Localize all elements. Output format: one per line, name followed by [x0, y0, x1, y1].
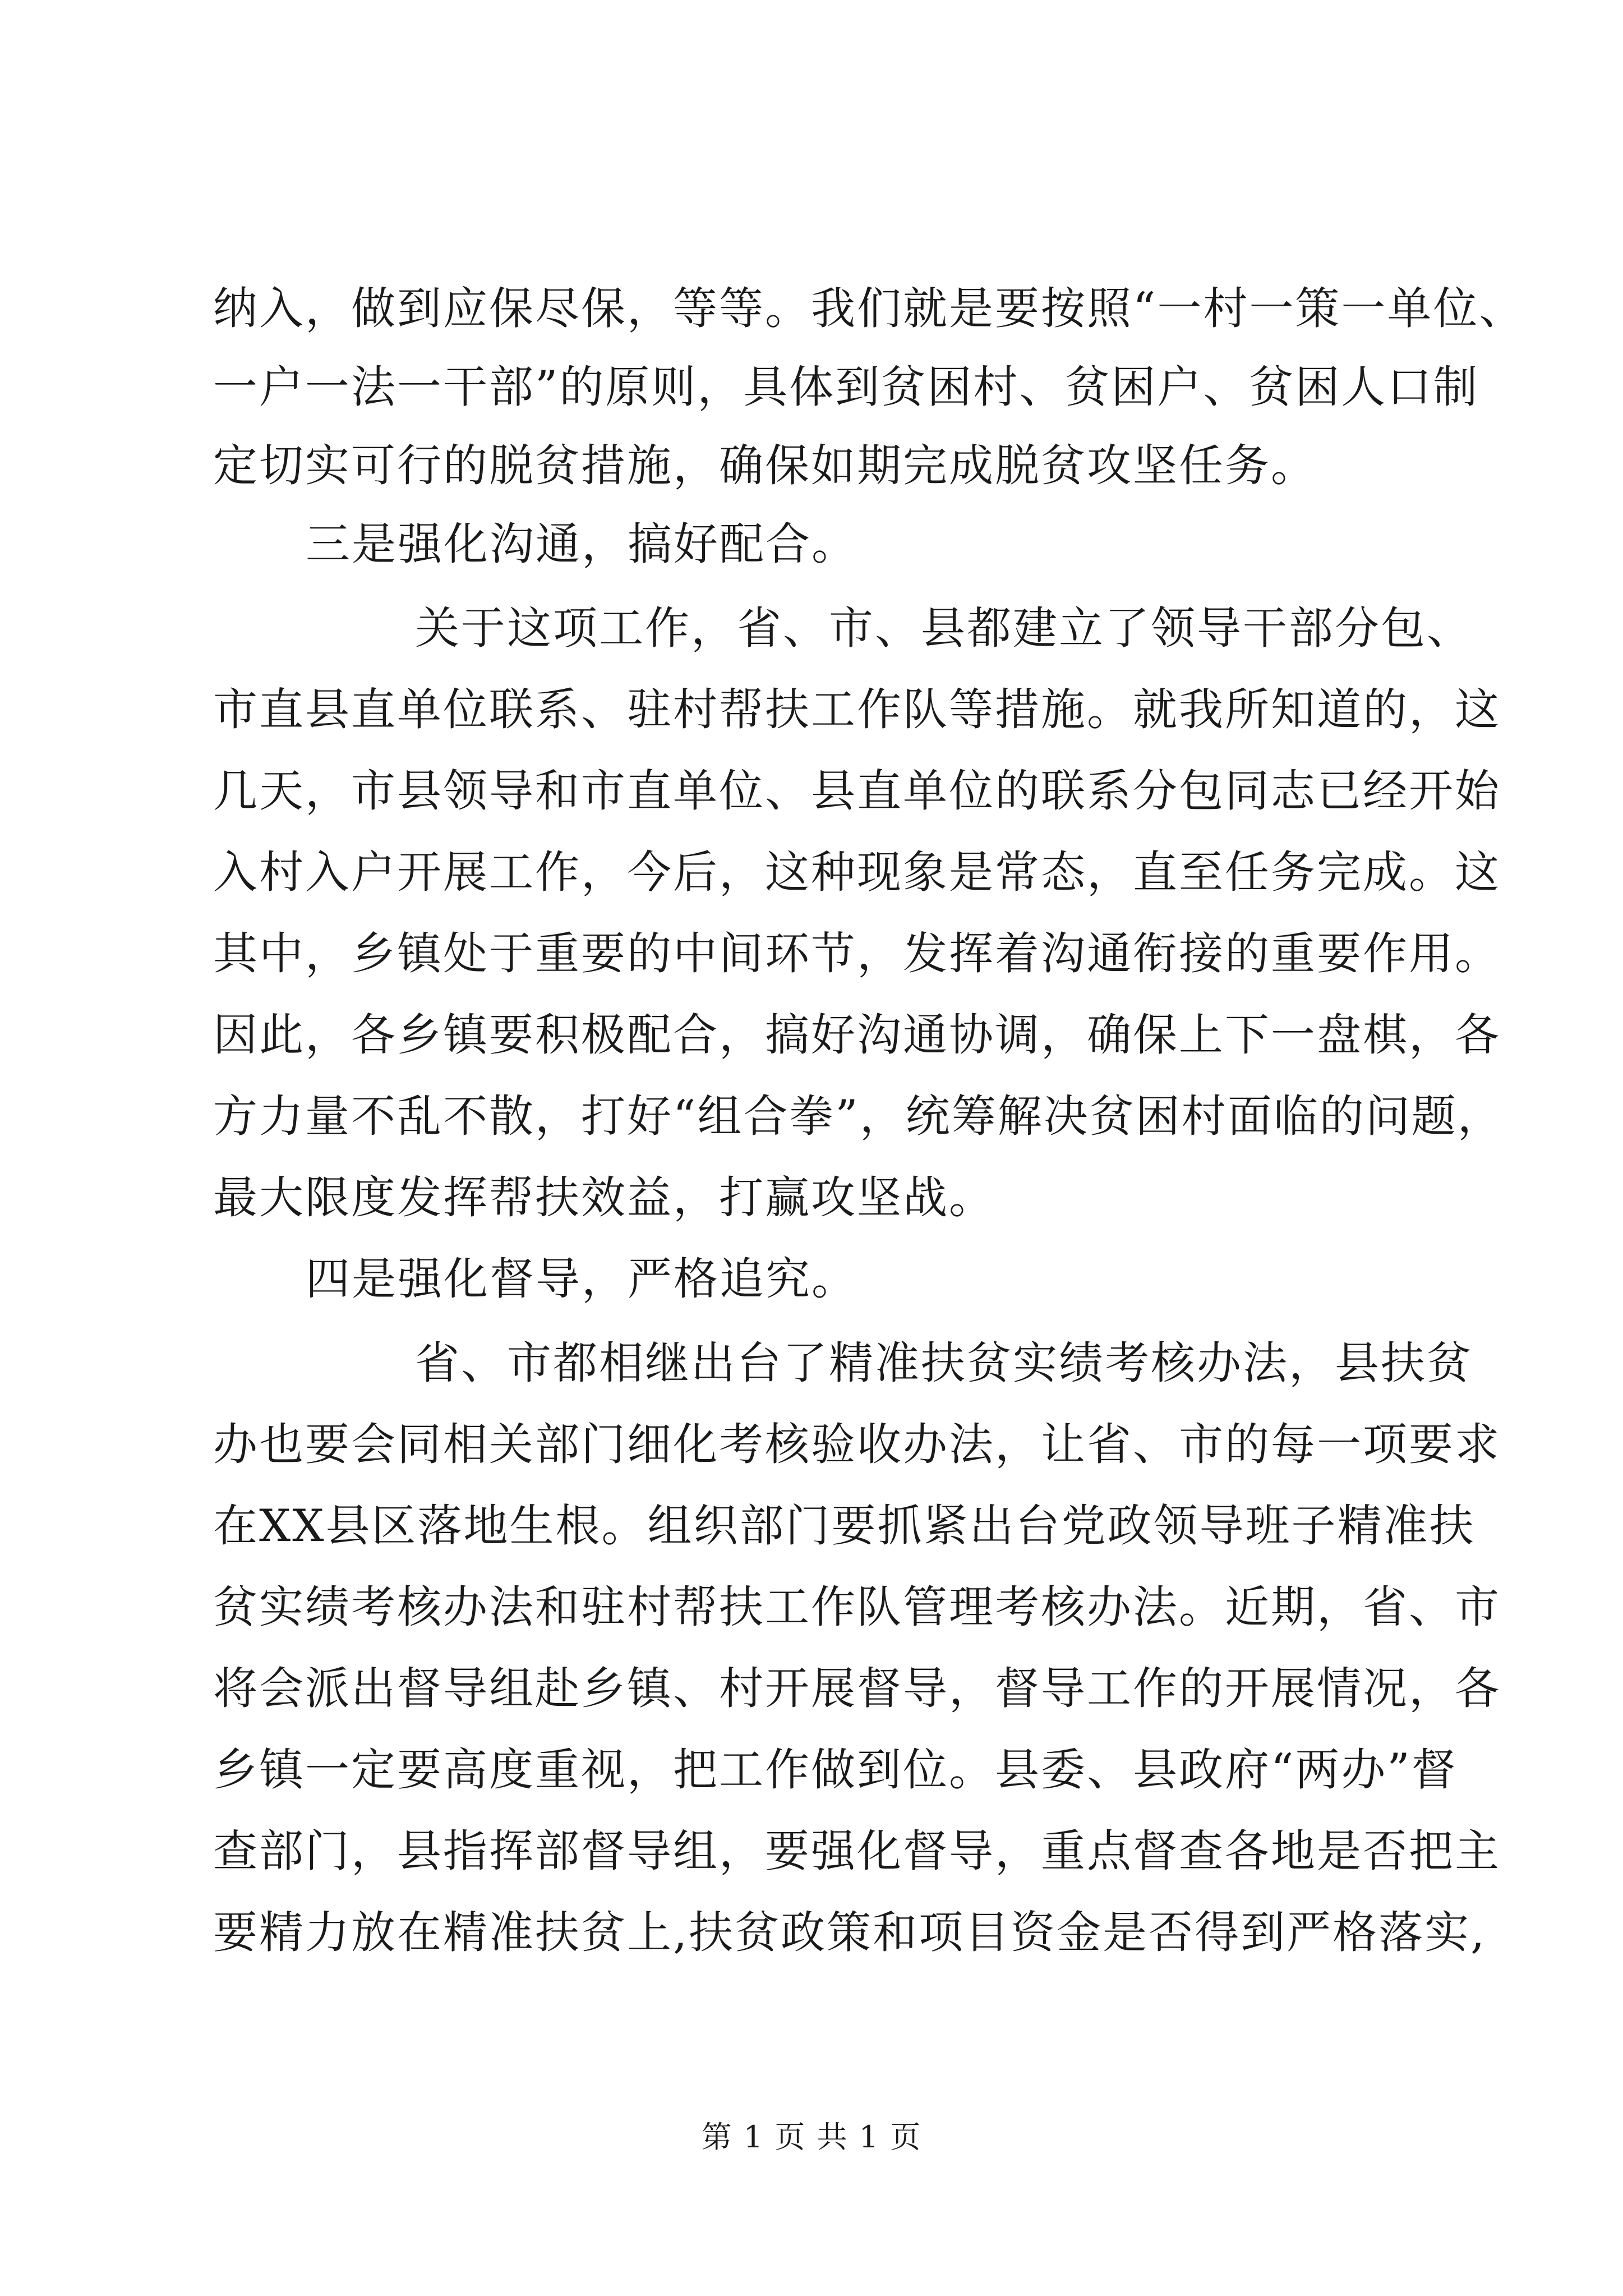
text-line-20: 查部门，县指挥部督导组，要强化督导，重点督查各地是否把主 [213, 1825, 1501, 1877]
text-line-6: 市直县直单位联系、驻村帮扶工作队等措施。就我所知道的，这 [213, 684, 1501, 735]
text-line-2: 一户一法一干部”的原则，具体到贫困村、贫困户、贫困人口制 [213, 361, 1479, 413]
text-line-1: 纳入，做到应保尽保，等等。我们就是要按照“一村一策一单位、 [213, 283, 1525, 334]
text-line-9: 其中，乡镇处于重要的中间环节，发挥着沟通衔接的重要作用。 [213, 928, 1501, 979]
page-footer: 第 1 页 共 1 页 [701, 2119, 922, 2155]
text-line-18: 将会派出督导组赴乡镇、村开展督导，督导工作的开展情况，各 [213, 1663, 1501, 1714]
text-line-7: 几天，市县领导和市直单位、县直单位的联系分包同志已经开始 [213, 765, 1501, 817]
text-line-12: 最大限度发挥帮扶效益，打赢攻坚战。 [213, 1172, 995, 1223]
text-line-11: 方力量不乱不散，打好“组合拳”，统筹解决贫困村面临的问题， [213, 1091, 1504, 1142]
section-heading-4: 四是强化督导，严格追究。 [306, 1253, 857, 1305]
text-line-3: 定切实可行的脱贫措施，确保如期完成脱贫攻坚任务。 [213, 440, 1317, 491]
text-line-21: 要精力放在精准扶贫上,扶贫政策和项目资金是否得到严格落实, [213, 1907, 1487, 1958]
text-line-19: 乡镇一定要高度重视，把工作做到位。县委、县政府“两办”督 [213, 1744, 1458, 1796]
text-line-8: 入村入户开展工作，今后，这种现象是常态，直至任务完成。这 [213, 846, 1501, 898]
text-line-5: 关于这项工作，省、市、县都建立了领导干部分包、 [415, 602, 1473, 654]
text-line-10: 因此，各乡镇要积极配合，搞好沟通协调，确保上下一盘棋，各 [213, 1009, 1501, 1061]
text-line-17: 贫实绩考核办法和驻村帮扶工作队管理考核办法。近期，省、市 [213, 1581, 1501, 1633]
text-line-14: 省、市都相继出台了精准扶贫实绩考核办法，县扶贫 [415, 1337, 1473, 1389]
section-heading-3: 三是强化沟通，搞好配合。 [306, 518, 857, 570]
text-line-16: 在XX县区落地生根。组织部门要抓紧出台党政领导班子精准扶 [213, 1500, 1476, 1552]
text-line-15: 办也要会同相关部门细化考核验收办法，让省、市的每一项要求 [213, 1419, 1501, 1470]
